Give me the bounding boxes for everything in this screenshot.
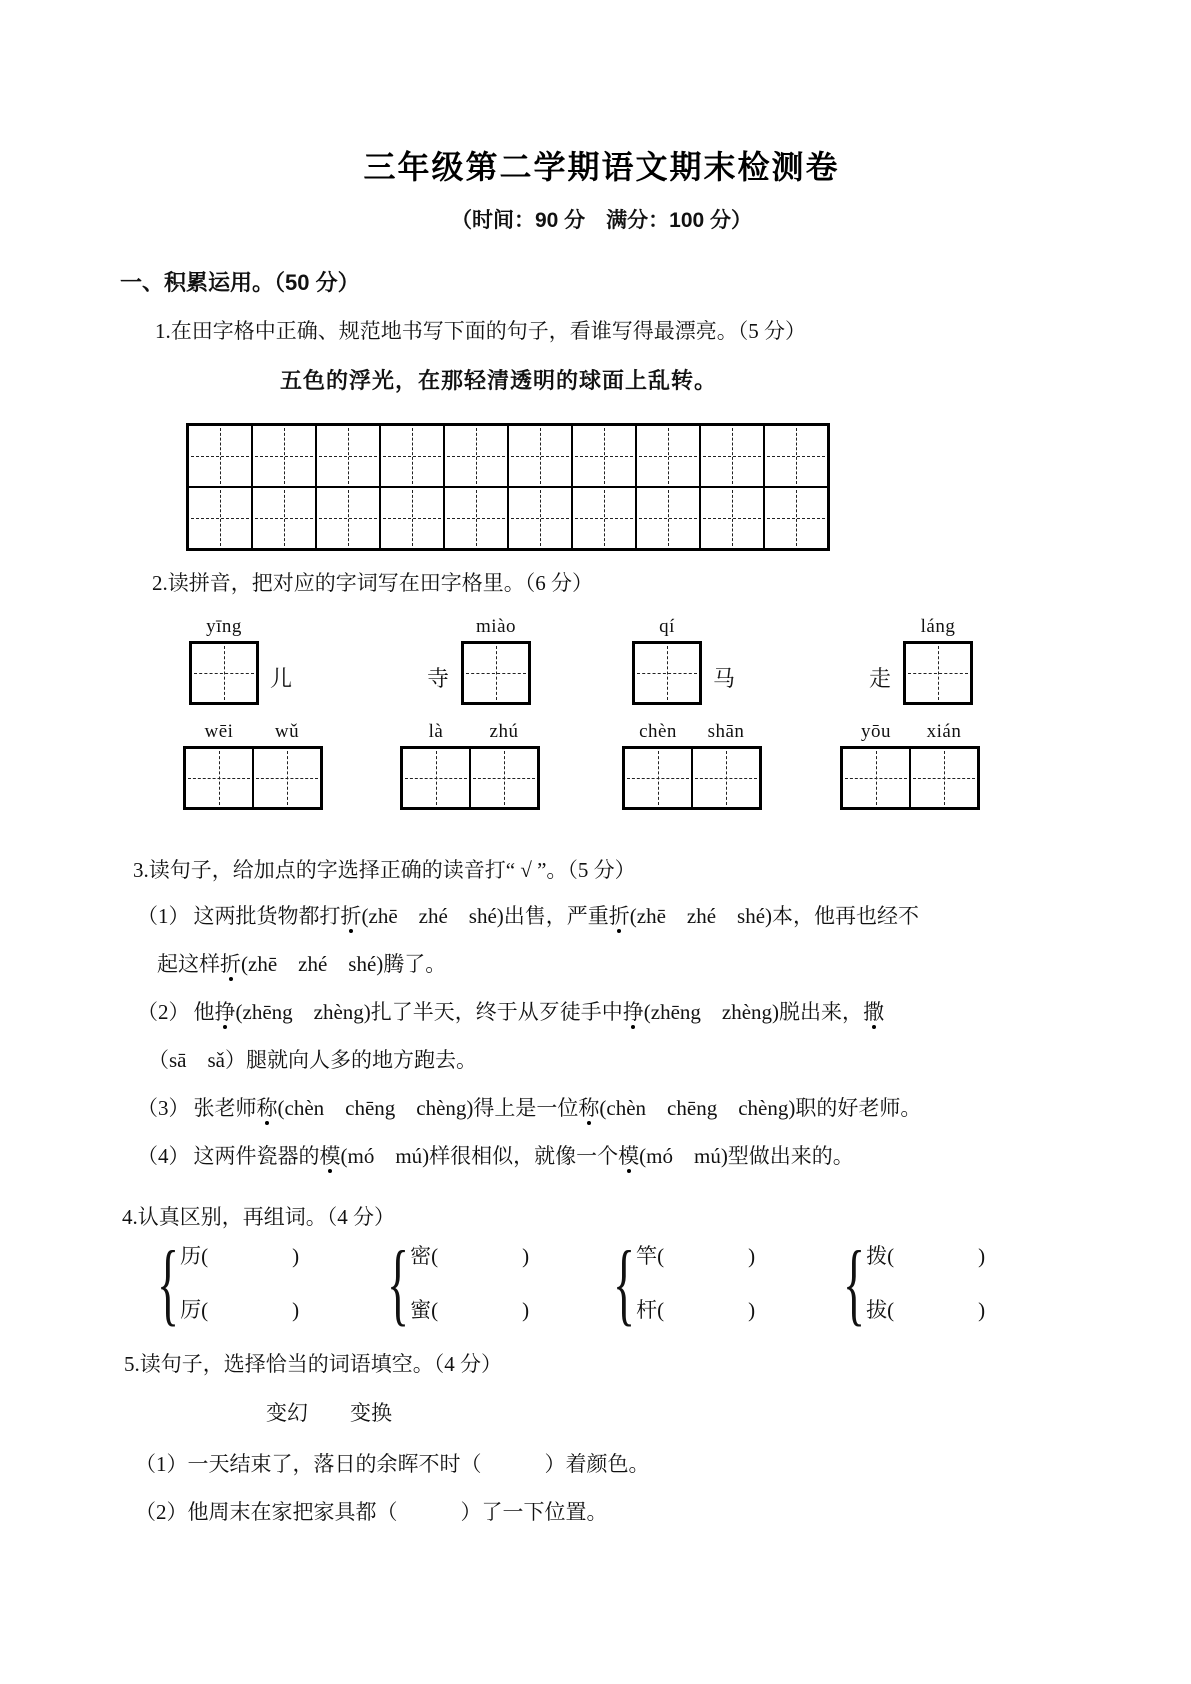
pinyin-syllable: yīng (206, 616, 242, 637)
brace-icon: { (613, 1232, 636, 1334)
pinyin-syllable: là (428, 721, 444, 742)
dotted-char: 折 (220, 952, 241, 976)
pair-char: 厉 (180, 1298, 202, 1322)
answer-blank: ( ) (431, 1298, 530, 1322)
grid-cell (636, 487, 700, 549)
pair-row (180, 1297, 299, 1323)
grid-cell (764, 425, 828, 487)
grid-cell (252, 425, 316, 487)
grid-cell (700, 487, 764, 549)
text-segment: (zhēng zhèng)扎了半天，终于从歹徒手中 (235, 1000, 623, 1024)
tianzige-box (840, 746, 980, 810)
grid-cell (185, 748, 253, 808)
pinyin-syllable: xián (926, 721, 962, 742)
answer-blank: ( ) (431, 1244, 530, 1268)
pair-char: 竿 (636, 1244, 658, 1268)
tianzige-box (622, 746, 762, 810)
pinyin-box-group (183, 721, 323, 810)
text-segment: 张老师 (193, 1096, 257, 1120)
q2-row2 (118, 721, 1085, 810)
dotted-char: 模 (319, 1144, 341, 1168)
q4-pairs (118, 1232, 1085, 1334)
grid-cell (444, 487, 508, 549)
dotted-char: 撒 (863, 1000, 885, 1024)
pair-row (636, 1243, 755, 1269)
text-segment: 这两批货物都打 (193, 904, 341, 928)
pair-char: 拔 (866, 1298, 888, 1322)
grid-cell (508, 487, 572, 549)
pair-row (636, 1297, 755, 1323)
tianzige-box (400, 746, 540, 810)
pair-row (410, 1297, 529, 1323)
answer-blank: ( ) (887, 1244, 986, 1268)
text-segment: （sā sǎ）腿就向人多的地方跑去。 (148, 1048, 477, 1072)
q3-sentence-line (148, 1046, 1085, 1075)
q2-row1 (118, 616, 1085, 705)
answer-blank: ( ) (887, 1298, 986, 1322)
tianzige-box (903, 641, 973, 705)
text-segment: (chèn chēng chèng)职的好老师。 (599, 1096, 922, 1120)
pinyin-box-group (632, 616, 735, 705)
pinyin-box-group (622, 721, 762, 810)
answer-blank: ( ) (201, 1244, 300, 1268)
pinyin-syllable: chèn (639, 721, 677, 742)
grid-cell (463, 643, 529, 703)
pair-char: 拨 (866, 1244, 888, 1268)
q5-items (118, 1449, 1085, 1527)
grid-cell (380, 487, 444, 549)
q1-sentence: 五色的浮光，在那轻清透明的球面上乱转。 (280, 368, 718, 393)
tianzige-box (189, 641, 259, 705)
pair-row (866, 1297, 985, 1323)
grid-cell (905, 643, 971, 703)
pinyin-label (624, 721, 760, 746)
char-after: 马 (713, 666, 736, 691)
pinyin-label (905, 616, 971, 641)
q3-sentence-line (157, 950, 1085, 979)
pair-row (410, 1243, 529, 1269)
text-segment: 这两件瓷器的 (193, 1144, 320, 1168)
pinyin-box-group (189, 616, 292, 705)
q1-label: 1.在田字格中正确、规范地书写下面的句子，看谁写得最漂亮。（5 分） (155, 319, 806, 343)
pair-char: 杆 (636, 1298, 658, 1322)
word-pair (157, 1232, 300, 1334)
dotted-char: 挣 (214, 1000, 236, 1024)
char-before: 寺 (427, 666, 450, 691)
text-segment: 他 (193, 1000, 215, 1024)
dotted-char: 折 (608, 904, 630, 928)
grid-cell (252, 487, 316, 549)
pinyin-syllable: zhú (489, 721, 519, 742)
tianzige-box (183, 746, 323, 810)
answer-blank: ( ) (657, 1244, 756, 1268)
dotted-char: 模 (618, 1144, 640, 1168)
text-segment: (mó mú)样很相似，就像一个 (340, 1144, 619, 1168)
grid-cell (508, 425, 572, 487)
text-segment: 起这样 (157, 952, 220, 976)
section-heading: 一、积累运用。（50 分） (120, 270, 360, 295)
q3-sentence-line (137, 1094, 1085, 1123)
grid-cell (188, 425, 252, 487)
grid-cell (188, 487, 252, 549)
writing-grid (186, 423, 830, 551)
text-segment: (mó mú)型做出来的。 (639, 1144, 854, 1168)
dotted-char: 挣 (622, 1000, 644, 1024)
pinyin-syllable: láng (920, 616, 956, 637)
item-number: （4） (137, 1144, 190, 1168)
grid-cell (764, 487, 828, 549)
pinyin-label (634, 616, 700, 641)
pinyin-label (185, 721, 321, 746)
brace-icon: { (387, 1232, 410, 1334)
tianzige-box (632, 641, 702, 705)
q3-sentence-line (137, 902, 1085, 931)
grid-cell (624, 748, 692, 808)
option-word: 变换 (350, 1401, 392, 1425)
grid-cell (910, 748, 978, 808)
q3-sentence-line (137, 998, 1085, 1027)
pinyin-box-group (840, 721, 980, 810)
grid-cell (470, 748, 538, 808)
pinyin-label (842, 721, 978, 746)
word-pair (613, 1232, 756, 1334)
q5-label: 5.读句子，选择恰当的词语填空。（4 分） (124, 1352, 502, 1376)
page-subtitle: （时间：90 分 满分：100 分） (450, 209, 753, 232)
grid-cell (634, 643, 700, 703)
pinyin-syllable: shān (707, 721, 745, 742)
item-number: （2） (137, 1000, 190, 1024)
dotted-char: 折 (340, 904, 362, 928)
grid-cell (316, 425, 380, 487)
pinyin-box-group (427, 616, 531, 705)
answer-blank: ( ) (657, 1298, 756, 1322)
pinyin-syllable: qí (659, 616, 675, 637)
grid-cell (700, 425, 764, 487)
grid-cell (316, 487, 380, 549)
pinyin-syllable: miào (476, 616, 517, 637)
pinyin-label (191, 616, 257, 641)
tianzige-box (461, 641, 531, 705)
item-number: （3） (137, 1096, 190, 1120)
grid-cell (380, 425, 444, 487)
grid-cell (402, 748, 470, 808)
pair-row (866, 1243, 985, 1269)
pair-row (180, 1243, 299, 1269)
word-pair (843, 1232, 986, 1334)
pinyin-syllable: yōu (861, 721, 891, 742)
dotted-char: 称 (578, 1096, 600, 1120)
grid-cell (572, 487, 636, 549)
text-segment: (zhē zhé shé)出售，严重 (361, 904, 609, 928)
q5-sentence: （2）他周末在家把家具都（ ）了一下位置。 (135, 1500, 608, 1524)
pair-char: 蜜 (410, 1298, 432, 1322)
grid-cell (636, 425, 700, 487)
text-segment: (chèn chēng chèng)得上是一位 (277, 1096, 579, 1120)
grid-cell (444, 425, 508, 487)
text-segment: (zhē zhé shé)本，他再也经不 (629, 904, 920, 928)
char-after: 儿 (270, 666, 293, 691)
q4-label: 4.认真区别，再组词。（4 分） (122, 1205, 395, 1229)
q3-items (118, 902, 1085, 1171)
grid-cell (253, 748, 321, 808)
pinyin-syllable: wǔ (274, 721, 300, 742)
dotted-char: 称 (256, 1096, 278, 1120)
char-before: 走 (869, 666, 892, 691)
q5-options (266, 1397, 1085, 1427)
text-segment: (zhē zhé shé)腾了。 (241, 952, 447, 976)
pair-char: 密 (410, 1244, 432, 1268)
q3-sentence-line (137, 1142, 1085, 1171)
pinyin-label (402, 721, 538, 746)
page-title: 三年级第二学期语文期末检测卷 (363, 149, 840, 185)
grid-cell (572, 425, 636, 487)
grid-cell (842, 748, 910, 808)
q3-label: 3.读句子，给加点的字选择正确的读音打“ √ ”。（5 分） (133, 858, 636, 882)
pinyin-label (463, 616, 529, 641)
q5-sentence: （1）一天结束了，落日的余晖不时（ ）着颜色。 (135, 1452, 650, 1476)
brace-icon: { (157, 1232, 180, 1334)
pinyin-syllable: wēi (204, 721, 234, 742)
grid-cell (191, 643, 257, 703)
q2-label: 2.读拼音，把对应的字词写在田字格里。（6 分） (152, 571, 593, 595)
pinyin-box-group (869, 616, 973, 705)
pinyin-box-group (400, 721, 540, 810)
option-word: 变幻 (266, 1401, 308, 1425)
brace-icon: { (843, 1232, 866, 1334)
grid-cell (692, 748, 760, 808)
answer-blank: ( ) (201, 1298, 300, 1322)
pair-char: 历 (180, 1244, 202, 1268)
text-segment: (zhēng zhèng)脱出来， (643, 1000, 864, 1024)
item-number: （1） (137, 904, 190, 928)
word-pair (387, 1232, 530, 1334)
